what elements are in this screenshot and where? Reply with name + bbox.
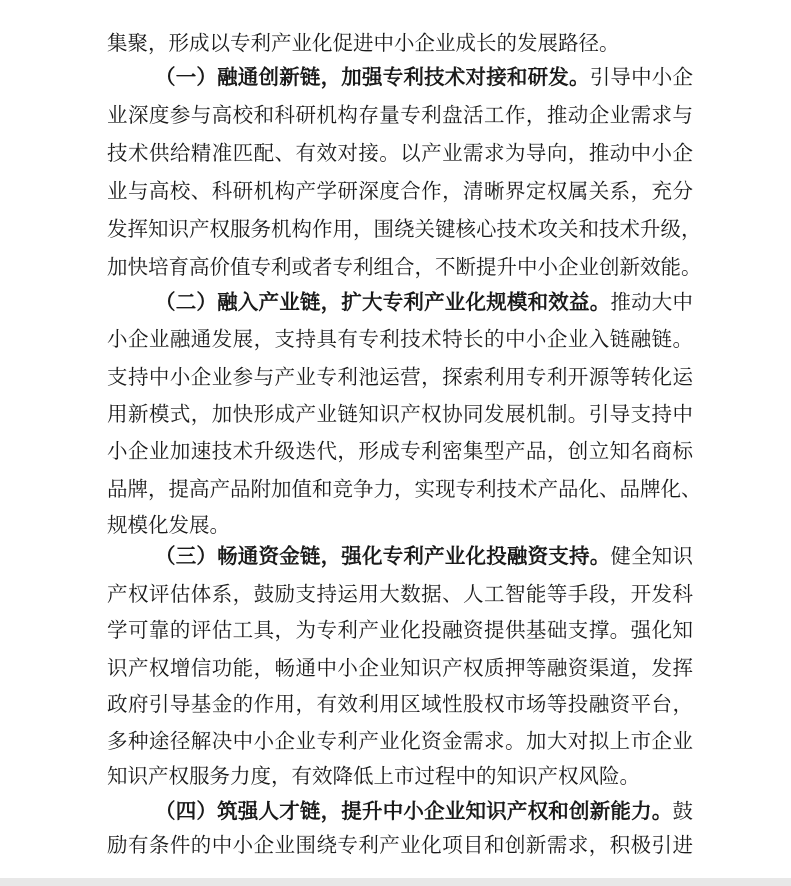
paragraph-line: 业深度参与高校和科研机构存量专利盘活工作，推动企业需求与 [107,103,693,127]
section-heading: （三）畅通资金链，强化专利产业化投融资支持。 [155,544,611,568]
section-heading: （一）融通创新链，加强专利技术对接和研发。 [155,65,590,89]
paragraph-line: 集聚，形成以专利产业化促进中小企业成长的发展路径。 [107,31,620,55]
paragraph-first-line [155,285,693,319]
paragraph-line: 多种途径解决中小企业专利产业化资金需求。加大对拟上市企业 [107,729,693,753]
paragraph-line: 励有条件的中小企业围绕专利产业化项目和创新需求，积极引进 [107,833,693,857]
paragraph-line: 小企业加速技术升级迭代，形成专利密集型产品，创立知名商标 [107,439,693,463]
paragraph-line: 加快培育高价值专利或者专利组合，不断提升中小企业创新效能。 [107,255,702,279]
paragraph-first-line [155,794,693,828]
paragraph-line: 业与高校、科研机构产学研深度合作，清晰界定权属关系，充分 [107,179,693,203]
paragraph-line: 知识产权服务力度，有效降低上市过程中的知识产权风险。 [107,764,640,788]
paragraph-line: 政府引导基金的作用，有效利用区域性股权市场等投融资平台， [107,692,693,716]
page-bottom-edge [0,878,791,886]
paragraph-text: 鼓 [672,799,693,823]
paragraph-line: 识产权增信功能，畅通中小企业知识产权质押等融资渠道，发挥 [107,656,693,680]
paragraph-line: 用新模式，加快形成产业链知识产权协同发展机制。引导支持中 [107,402,693,426]
paragraph-first-line [155,539,693,573]
paragraph-line: 技术供给精准匹配、有效对接。以产业需求为导向，推动中小企 [107,141,693,165]
paragraph-text: 推动大中 [610,290,694,314]
paragraph-text: 引导中小企 [589,65,694,89]
paragraph-line: 规模化发展。 [107,513,230,537]
section-heading: （二）融入产业链，扩大专利产业化规模和效益。 [155,290,611,314]
paragraph-line: 支持中小企业参与产业专利池运营，探索利用专利开源等转化运 [107,365,693,389]
paragraph-line: 品牌，提高产品附加值和竞争力，实现专利技术产品化、品牌化、 [107,477,702,501]
paragraph-line: 产权评估体系，鼓励支持运用大数据、人工智能等手段，开发科 [107,582,693,606]
paragraph-line: 小企业融通发展，支持具有专利技术特长的中小企业入链融链。 [107,327,693,351]
paragraph-line: 学可靠的评估工具，为专利产业化投融资提供基础支撑。强化知 [107,618,693,642]
section-heading: （四）筑强人才链，提升中小企业知识产权和创新能力。 [155,799,673,823]
paragraph-first-line [155,60,693,94]
paragraph-text: 健全知识 [610,544,694,568]
paragraph-line: 发挥知识产权服务机构作用，围绕关键核心技术攻关和技术升级， [107,217,702,241]
